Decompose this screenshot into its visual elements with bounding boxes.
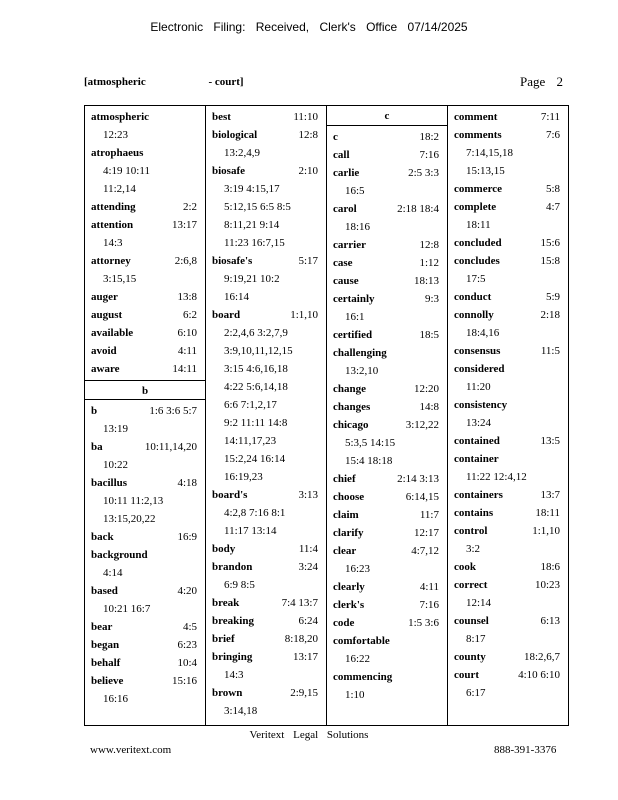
page-line-ref: 11:4	[298, 543, 318, 555]
page-line-ref: 3:13	[298, 489, 318, 501]
index-word: aware	[91, 363, 120, 375]
index-entry	[91, 528, 205, 546]
index-entry	[212, 648, 326, 684]
page-line-ref: 13:15,20,22	[103, 513, 156, 525]
index-entry	[212, 684, 326, 720]
index-word: clearly	[333, 581, 365, 593]
index-column-2	[206, 106, 327, 725]
page-line-ref: 7:16	[419, 599, 439, 611]
page-line-ref: 1:10	[345, 689, 365, 701]
page-line-ref: 1:12	[419, 257, 439, 269]
index-word: biological	[212, 129, 258, 141]
index-word: chicago	[333, 419, 369, 431]
index-word: chief	[333, 473, 356, 485]
index-entries	[85, 106, 205, 378]
index-word: board's	[212, 489, 248, 501]
page-line-ref: 2:18 18:4	[397, 203, 439, 215]
index-word: break	[212, 597, 240, 609]
index-entry	[454, 576, 568, 612]
page-line-ref: 6:23	[177, 639, 197, 651]
page-line-ref: 13:5	[540, 435, 560, 447]
page-line-ref: 2:9,15	[290, 687, 318, 699]
page-line-ref: 10:4	[177, 657, 197, 669]
page-line-ref: 18:4,16	[466, 327, 500, 339]
index-word: atmospheric	[91, 111, 150, 123]
index-word: considered	[454, 363, 505, 375]
index-entry	[212, 252, 326, 306]
index-word: august	[91, 309, 123, 321]
page-line-ref: 4:10 6:10	[518, 669, 560, 681]
index-word: atrophaeus	[91, 147, 144, 159]
index-word: carlie	[333, 167, 360, 179]
page-line-ref: 12:8	[298, 129, 318, 141]
page-line-ref: 13:7	[540, 489, 560, 501]
index-entry	[91, 252, 205, 288]
page-line-ref: 12:23	[103, 129, 129, 141]
index-word: case	[333, 257, 353, 269]
page-line-ref: 5:8	[545, 183, 560, 195]
index-word: consistency	[454, 399, 508, 411]
page-line-ref: 4:18	[177, 477, 197, 489]
page-line-ref: 10:22	[103, 459, 129, 471]
letter-heading: b	[85, 380, 205, 400]
letter-heading: c	[327, 106, 447, 126]
index-entry	[333, 668, 447, 704]
page-line-ref: 3:12,22	[405, 419, 439, 431]
page-line-ref: 5:9	[545, 291, 560, 303]
index-entry	[454, 504, 568, 522]
page-line-ref: 12:14	[466, 597, 492, 609]
index-entry	[333, 632, 447, 668]
index-entry	[454, 126, 568, 180]
page-line-ref: 5:12,15 6:5 8:5	[224, 201, 291, 213]
index-entry	[454, 180, 568, 198]
page-line-ref: 16:1	[345, 311, 365, 323]
index-entry	[333, 254, 447, 272]
index-entry	[333, 596, 447, 614]
page-line-ref: 8:11,21 9:14	[224, 219, 280, 231]
page-line-ref: 6:24	[298, 615, 318, 627]
page-line-ref: 7:16	[419, 149, 439, 161]
index-word: cause	[333, 275, 359, 287]
page-line-ref: 2:14 3:13	[397, 473, 439, 485]
index-entry	[91, 306, 205, 324]
page-line-ref: 15:2,24 16:14	[224, 453, 286, 465]
index-word: correct	[454, 579, 488, 591]
index-word: change	[333, 383, 366, 395]
index-word: clerk's	[333, 599, 365, 611]
page-line-ref: 4:20	[177, 585, 197, 597]
page-line-ref: 11:7	[419, 509, 439, 521]
page-line-ref: 16:22	[345, 653, 371, 665]
page-line-ref: 16:9	[177, 531, 197, 543]
index-word: brief	[212, 633, 235, 645]
index-entry	[91, 342, 205, 360]
page-line-ref: 18:16	[345, 221, 371, 233]
index-entry	[454, 342, 568, 360]
page-line-ref: 2:10	[298, 165, 318, 177]
index-word: challenging	[333, 347, 387, 359]
page-line-ref: 18:5	[419, 329, 439, 341]
page-line-ref: 13:17	[171, 219, 197, 231]
page-line-ref: 7:11	[540, 111, 560, 123]
index-entry	[91, 672, 205, 708]
page-label: Page	[520, 74, 546, 89]
page-line-ref: 4:14	[103, 567, 123, 579]
page-line-ref: 13:8	[177, 291, 197, 303]
page-line-ref: 7:4 13:7	[281, 597, 318, 609]
page-line-ref: 5:17	[298, 255, 318, 267]
page-line-ref: 15:4 18:18	[345, 455, 393, 467]
filing-stamp: Electronic Filing: Received, Clerk's Office 07/14/2025	[150, 20, 468, 34]
index-word: biosafe	[212, 165, 245, 177]
index-entry	[91, 216, 205, 252]
index-word: brandon	[212, 561, 253, 573]
index-entry	[454, 108, 568, 126]
index-entries	[206, 106, 326, 720]
page-line-ref: 13:19	[103, 423, 129, 435]
page-line-ref: 18:11	[466, 219, 491, 231]
page-line-ref: 1:5 3:6	[408, 617, 439, 629]
page-line-ref: 7:6	[545, 129, 560, 141]
page-line-ref: 2:2,4,6 3:2,7,9	[224, 327, 288, 339]
index-word: county	[454, 651, 486, 663]
index-entry	[333, 578, 447, 596]
index-entry	[454, 252, 568, 288]
page-line-ref: 4:11	[177, 345, 197, 357]
index-entry	[91, 198, 205, 216]
range-start: [atmospheric	[84, 76, 146, 88]
index-entry	[454, 486, 568, 504]
index-word: consensus	[454, 345, 501, 357]
page-line-ref: 16:5	[345, 185, 365, 197]
index-entry	[212, 108, 326, 126]
index-entry	[91, 582, 205, 618]
page-line-ref: 17:5	[466, 273, 486, 285]
index-entry	[454, 360, 568, 396]
page-line-ref: 18:11	[535, 507, 560, 519]
page-line-ref: 15:8	[540, 255, 560, 267]
index-word: contained	[454, 435, 500, 447]
page-line-ref: 14:11,17,23	[224, 435, 277, 447]
page-line-ref: 3:15,15	[103, 273, 137, 285]
index-word: believe	[91, 675, 124, 687]
index-word: commencing	[333, 671, 393, 683]
index-word: back	[91, 531, 114, 543]
index-word: breaking	[212, 615, 254, 627]
word-index-grid	[84, 105, 569, 726]
index-word: clarify	[333, 527, 364, 539]
page-line-ref: 11:10	[293, 111, 318, 123]
page-line-ref: 6:14,15	[405, 491, 439, 503]
page-line-ref: 18:6	[540, 561, 560, 573]
page-line-ref: 14:3	[224, 669, 244, 681]
index-entry	[212, 540, 326, 558]
index-word: choose	[333, 491, 365, 503]
index-entry	[454, 198, 568, 234]
index-word: court	[454, 669, 480, 681]
index-word: b	[91, 405, 98, 417]
index-entry	[333, 146, 447, 164]
index-entry	[454, 234, 568, 252]
page-line-ref: 6:13	[540, 615, 560, 627]
index-column-1	[85, 106, 206, 725]
index-word: based	[91, 585, 118, 597]
index-word: attention	[91, 219, 134, 231]
page-line-ref: 3:9,10,11,12,15	[224, 345, 293, 357]
index-entry	[91, 144, 205, 198]
page-line-ref: 11:22 12:4,12	[466, 471, 527, 483]
page-line-ref: 2:18	[540, 309, 560, 321]
page-line-ref: 3:19 4:15,17	[224, 183, 280, 195]
index-entry	[91, 654, 205, 672]
index-entry	[333, 272, 447, 290]
index-word: comment	[454, 111, 498, 123]
index-entry	[333, 506, 447, 524]
index-entry	[333, 488, 447, 506]
index-column-4	[448, 106, 568, 725]
index-entry	[333, 128, 447, 146]
index-word: background	[91, 549, 148, 561]
page-line-ref: 4:11	[419, 581, 439, 593]
page-line-ref: 1:1,10	[532, 525, 560, 537]
page-line-ref: 10:23	[534, 579, 560, 591]
index-entry	[333, 326, 447, 344]
page-line-ref: 13:24	[466, 417, 492, 429]
range-end: - court]	[208, 76, 244, 88]
index-word: carol	[333, 203, 357, 215]
page-line-ref: 11:5	[540, 345, 560, 357]
page-line-ref: 8:18,20	[284, 633, 318, 645]
index-entry	[454, 306, 568, 342]
index-word: attending	[91, 201, 136, 213]
index-word: available	[91, 327, 134, 339]
index-word: concluded	[454, 237, 502, 249]
page-line-ref: 10:11 11:2,13	[103, 495, 164, 507]
index-word: concludes	[454, 255, 500, 267]
page-line-ref: 11:20	[466, 381, 491, 393]
page-line-ref: 2:2	[182, 201, 197, 213]
index-word: bringing	[212, 651, 253, 663]
index-word: certified	[333, 329, 373, 341]
index-entry	[454, 450, 568, 486]
page-line-ref: 16:19,23	[224, 471, 263, 483]
page-line-ref: 3:15 4:6,16,18	[224, 363, 288, 375]
index-entry	[454, 648, 568, 666]
index-word: ba	[91, 441, 103, 453]
index-entry	[333, 164, 447, 200]
page-line-ref: 13:17	[292, 651, 318, 663]
page-line-ref: 1:6 3:6 5:7	[149, 405, 197, 417]
index-entry	[333, 236, 447, 254]
footer-company: Veritext Legal Solutions	[249, 729, 369, 741]
index-entry	[91, 324, 205, 342]
page-line-ref: 4:22 5:6,14,18	[224, 381, 288, 393]
index-entry	[212, 162, 326, 252]
index-word: body	[212, 543, 236, 555]
index-entry	[454, 288, 568, 306]
index-word: certainly	[333, 293, 375, 305]
page-line-ref: 16:14	[224, 291, 250, 303]
page-line-ref: 6:10	[177, 327, 197, 339]
index-entry	[333, 416, 447, 470]
index-entry	[91, 360, 205, 378]
index-entry	[454, 612, 568, 648]
index-entry	[91, 636, 205, 654]
index-entry	[91, 618, 205, 636]
page-line-ref: 8:17	[466, 633, 486, 645]
page-line-ref: 14:3	[103, 237, 123, 249]
index-word: c	[333, 131, 338, 143]
page-line-ref: 11:17 13:14	[224, 525, 277, 537]
page-line-ref: 10:11,14,20	[144, 441, 197, 453]
index-entries	[327, 126, 447, 704]
index-entry	[454, 432, 568, 450]
page-line-ref: 3:2	[466, 543, 481, 555]
index-word: changes	[333, 401, 371, 413]
page-line-ref: 6:17	[466, 687, 486, 699]
index-word: control	[454, 525, 488, 537]
index-entry	[212, 558, 326, 594]
page-line-ref: 4:7,12	[411, 545, 439, 557]
index-word: brown	[212, 687, 243, 699]
page-line-ref: 4:19 10:11	[103, 165, 150, 177]
index-word: bear	[91, 621, 113, 633]
index-entry	[212, 486, 326, 540]
index-entry	[333, 470, 447, 488]
page-line-ref: 6:6 7:1,2,17	[224, 399, 277, 411]
page-line-ref: 15:13,15	[466, 165, 505, 177]
index-word: board	[212, 309, 241, 321]
index-entry	[333, 614, 447, 632]
page-line-ref: 13:2,4,9	[224, 147, 261, 159]
index-word: attorney	[91, 255, 131, 267]
index-word: call	[333, 149, 350, 161]
page-line-ref: 9:3	[424, 293, 439, 305]
page-line-ref: 11:2,14	[103, 183, 136, 195]
index-entry	[212, 126, 326, 162]
index-word: comments	[454, 129, 502, 141]
index-entry	[91, 474, 205, 528]
index-entry	[333, 524, 447, 542]
page-line-ref: 2:6,8	[174, 255, 197, 267]
index-entry	[333, 380, 447, 398]
index-entry	[333, 398, 447, 416]
index-word: best	[212, 111, 231, 123]
index-entry	[212, 594, 326, 612]
index-entries	[85, 400, 205, 708]
page-line-ref: 16:23	[345, 563, 371, 575]
index-entries	[448, 106, 568, 702]
index-entry	[91, 438, 205, 474]
index-word: bacillus	[91, 477, 128, 489]
page-line-ref: 18:13	[413, 275, 439, 287]
page-line-ref: 15:6	[540, 237, 560, 249]
page-line-ref: 4:7	[545, 201, 560, 213]
index-word: connolly	[454, 309, 494, 321]
page-number-value: 2	[556, 74, 564, 89]
index-word: biosafe's	[212, 255, 253, 267]
page-line-ref: 14:8	[419, 401, 439, 413]
index-word: behalf	[91, 657, 121, 669]
page-line-ref: 2:5 3:3	[408, 167, 439, 179]
index-word: claim	[333, 509, 359, 521]
index-word: code	[333, 617, 355, 629]
page-line-ref: 18:2	[419, 131, 439, 143]
page-line-ref: 13:2,10	[345, 365, 379, 377]
page-line-ref: 9:2 11:11 14:8	[224, 417, 288, 429]
index-entry	[333, 200, 447, 236]
index-entry	[91, 546, 205, 582]
page-line-ref: 12:17	[413, 527, 439, 539]
page-line-ref: 1:1,10	[290, 309, 318, 321]
index-range	[84, 76, 244, 88]
page-line-ref: 16:16	[103, 693, 129, 705]
index-word: carrier	[333, 239, 366, 251]
page-line-ref: 5:3,5 14:15	[345, 437, 396, 449]
page-line-ref: 14:11	[172, 363, 197, 375]
index-word: conduct	[454, 291, 492, 303]
page-line-ref: 15:16	[171, 675, 197, 687]
page-line-ref: 6:2	[182, 309, 197, 321]
index-word: containers	[454, 489, 503, 501]
index-entry	[454, 558, 568, 576]
page-line-ref: 18:2,6,7	[523, 651, 560, 663]
index-entry	[212, 630, 326, 648]
page-line-ref: 10:21 16:7	[103, 603, 151, 615]
index-entry	[454, 396, 568, 432]
page-line-ref: 9:19,21 10:2	[224, 273, 280, 285]
index-entry	[91, 108, 205, 144]
index-entry	[91, 402, 205, 438]
index-word: contains	[454, 507, 494, 519]
page-line-ref: 3:24	[298, 561, 318, 573]
index-word: comfortable	[333, 635, 390, 647]
page-line-ref: 12:8	[419, 239, 439, 251]
page-line-ref: 7:14,15,18	[466, 147, 514, 159]
index-entry	[333, 542, 447, 578]
page-number	[520, 74, 571, 90]
index-entry	[333, 344, 447, 380]
index-word: avoid	[91, 345, 117, 357]
index-entry	[91, 288, 205, 306]
index-entry	[333, 290, 447, 326]
page-line-ref: 3:14,18	[224, 705, 258, 717]
index-word: container	[454, 453, 499, 465]
page-line-ref: 4:5	[182, 621, 197, 633]
index-word: counsel	[454, 615, 489, 627]
footer-phone: 888-391-3376	[494, 744, 557, 756]
index-entry	[212, 306, 326, 486]
index-word: clear	[333, 545, 357, 557]
page-line-ref: 6:9 8:5	[224, 579, 255, 591]
index-word: began	[91, 639, 120, 651]
index-word: commerce	[454, 183, 503, 195]
page-line-ref: 11:23 16:7,15	[224, 237, 285, 249]
page-line-ref: 12:20	[413, 383, 439, 395]
index-entry	[454, 522, 568, 558]
index-word: auger	[91, 291, 118, 303]
index-entry	[212, 612, 326, 630]
index-entry	[454, 666, 568, 702]
index-column-3	[327, 106, 448, 725]
index-word: complete	[454, 201, 497, 213]
page-line-ref: 4:2,8 7:16 8:1	[224, 507, 286, 519]
index-word: cook	[454, 561, 476, 573]
footer-website: www.veritext.com	[90, 744, 172, 756]
